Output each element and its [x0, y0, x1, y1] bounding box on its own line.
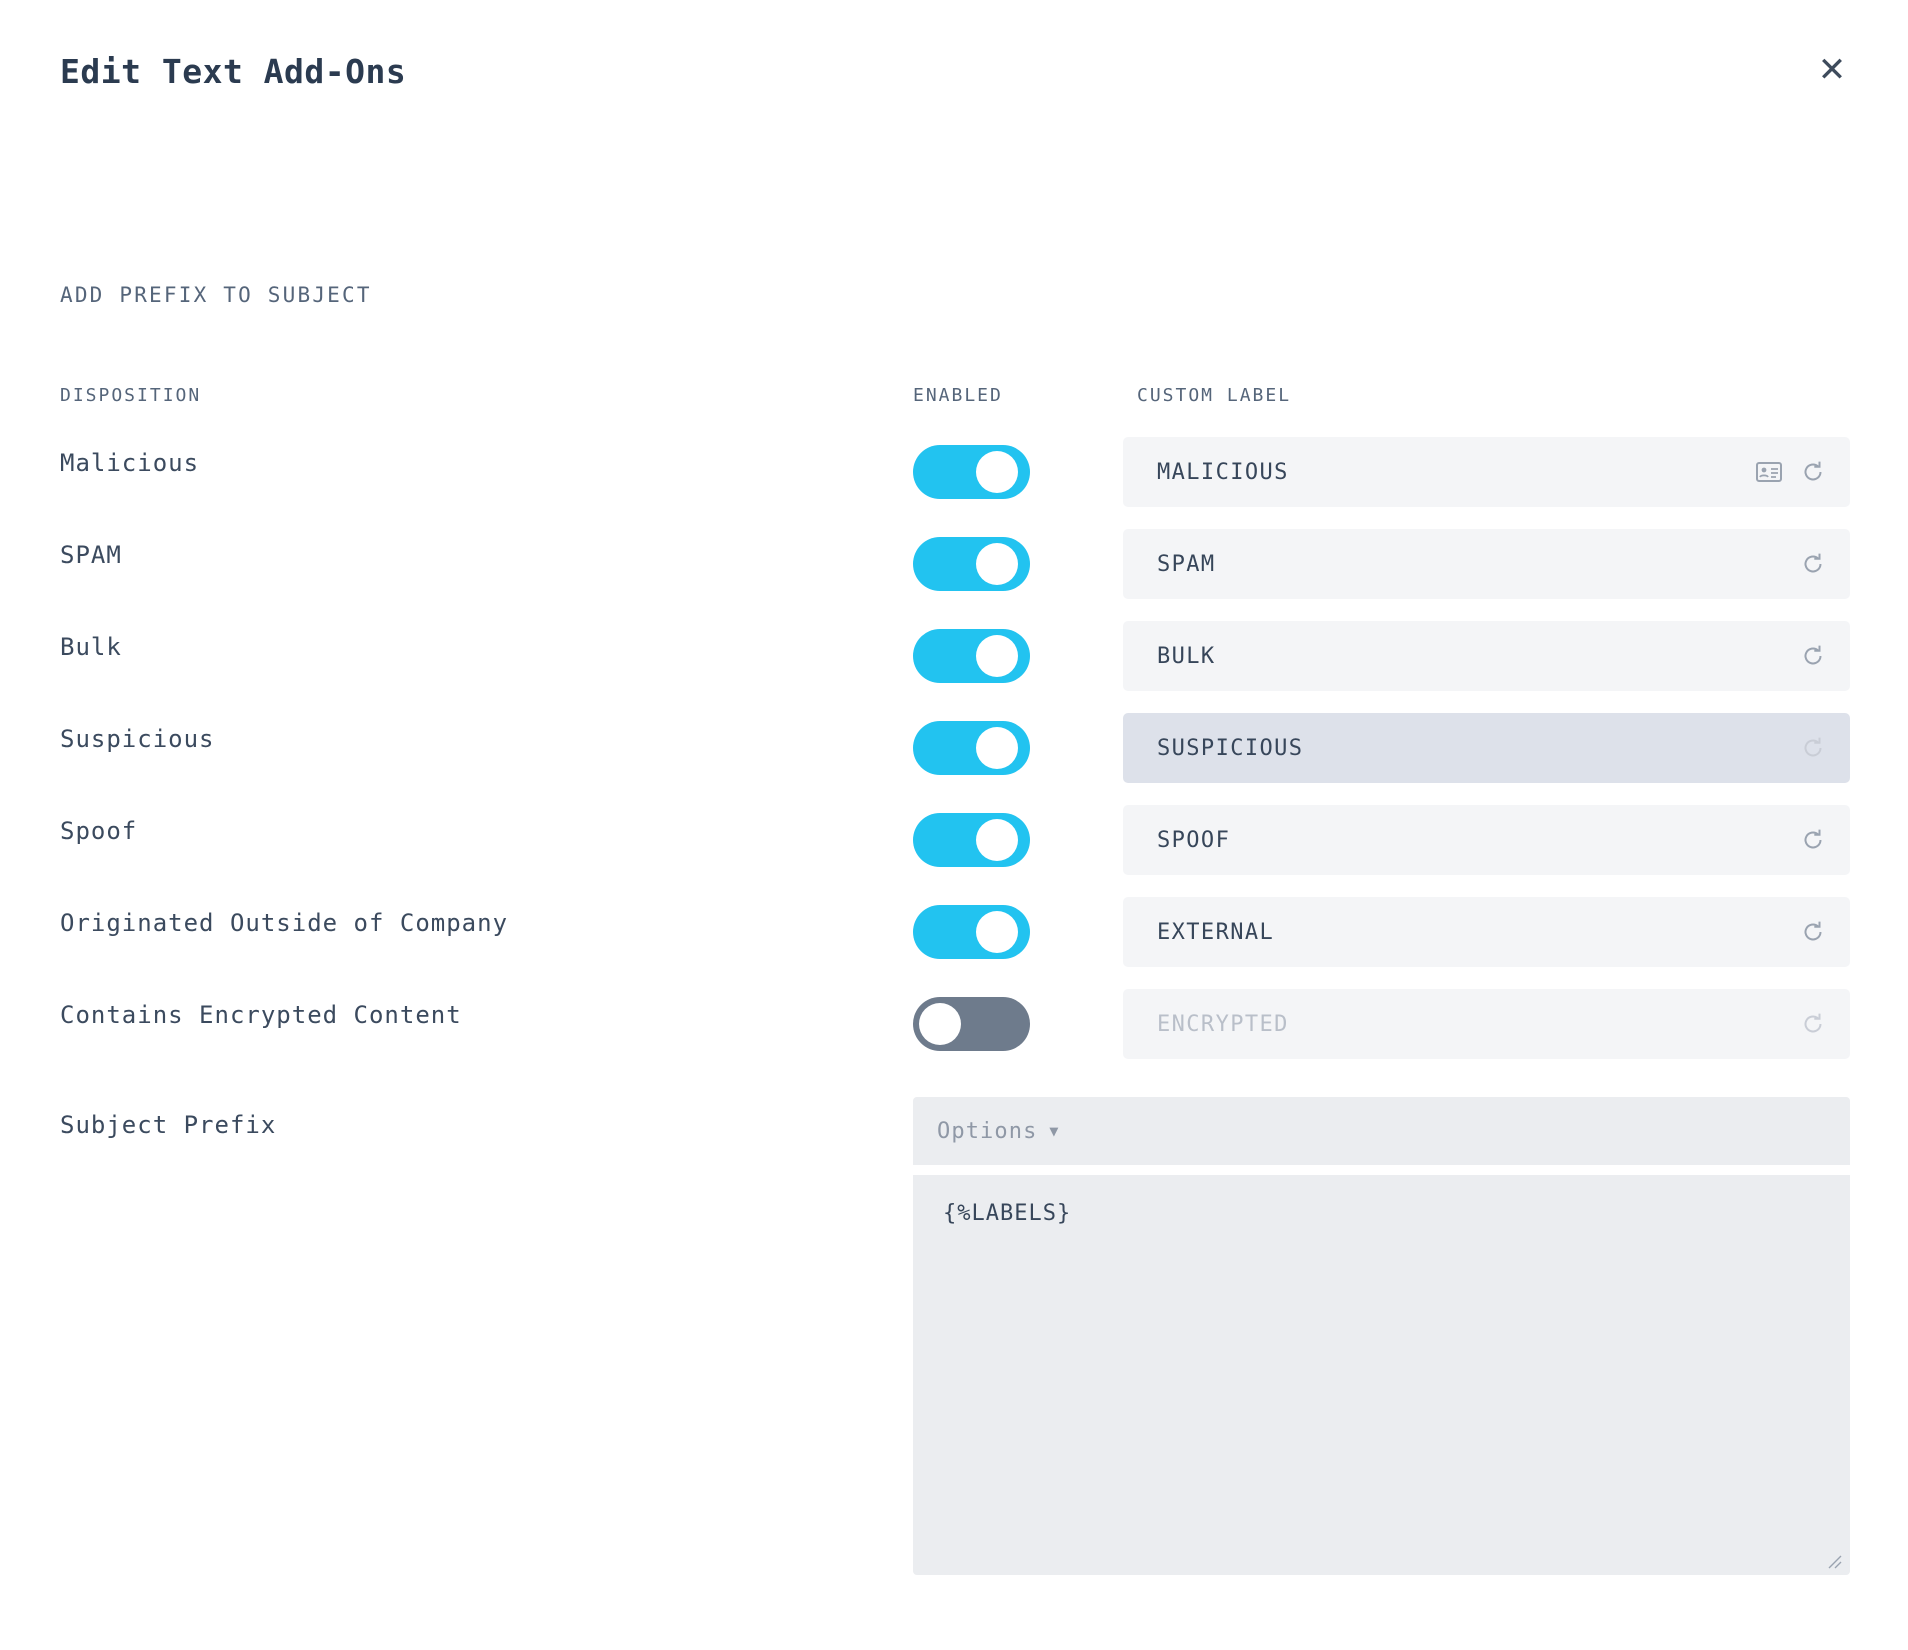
column-header-disposition: DISPOSITION: [60, 385, 202, 406]
table-row: [60, 705, 1850, 797]
field-icon-group: [1798, 917, 1828, 947]
enabled-toggle[interactable]: [913, 905, 1030, 959]
subject-prefix-value: {%LABELS}: [943, 1201, 1072, 1226]
table-row: [60, 797, 1850, 889]
chevron-down-icon: ▼: [1049, 1121, 1060, 1140]
section-label: ADD PREFIX TO SUBJECT: [60, 283, 372, 307]
reset-icon[interactable]: [1798, 641, 1828, 671]
field-icon-group: [1754, 457, 1828, 487]
column-header-enabled: ENABLED: [913, 385, 1003, 406]
reset-icon[interactable]: [1798, 917, 1828, 947]
toggle-knob: [919, 1003, 961, 1045]
options-dropdown-label: Options: [937, 1118, 1038, 1144]
page-title: Edit Text Add-Ons: [60, 52, 407, 91]
toggle-knob: [976, 911, 1018, 953]
table-row: [60, 981, 1850, 1073]
row-label-disposition: Spoof: [60, 817, 138, 845]
field-icon-group: [1798, 1009, 1828, 1039]
resize-handle-icon[interactable]: [1824, 1551, 1842, 1569]
table-row: [60, 521, 1850, 613]
custom-label-input[interactable]: [1123, 437, 1850, 507]
custom-label-value: SPOOF: [1157, 827, 1231, 853]
reset-icon[interactable]: [1798, 457, 1828, 487]
custom-label-value: EXTERNAL: [1157, 919, 1275, 945]
custom-label-value: BULK: [1157, 643, 1216, 669]
subject-prefix-textarea[interactable]: [913, 1175, 1850, 1575]
table-row: [60, 889, 1850, 981]
enabled-toggle[interactable]: [913, 721, 1030, 775]
enabled-toggle[interactable]: [913, 813, 1030, 867]
enabled-toggle[interactable]: [913, 629, 1030, 683]
custom-label-input[interactable]: [1123, 621, 1850, 691]
reset-icon[interactable]: [1798, 825, 1828, 855]
row-label-disposition: Suspicious: [60, 725, 215, 753]
custom-label-input[interactable]: [1123, 897, 1850, 967]
variable-insert-icon[interactable]: [1754, 457, 1784, 487]
dialog-header: [60, 52, 1848, 112]
table-header-row: [60, 385, 1850, 429]
custom-label-input[interactable]: [1123, 529, 1850, 599]
custom-label-input[interactable]: [1123, 805, 1850, 875]
reset-icon[interactable]: [1798, 549, 1828, 579]
toggle-knob: [976, 635, 1018, 677]
field-icon-group: [1798, 549, 1828, 579]
close-icon[interactable]: ✕: [1812, 50, 1852, 90]
custom-label-value: SPAM: [1157, 551, 1216, 577]
custom-label-input[interactable]: [1123, 989, 1850, 1059]
row-label-disposition: Contains Encrypted Content: [60, 1001, 462, 1029]
column-header-custom-label: CUSTOM LABEL: [1137, 385, 1292, 406]
table-row: [60, 429, 1850, 521]
field-icon-group: [1798, 641, 1828, 671]
custom-label-value: SUSPICIOUS: [1157, 735, 1304, 761]
options-dropdown-button[interactable]: [937, 1119, 1060, 1144]
row-label-disposition: Originated Outside of Company: [60, 909, 509, 937]
field-icon-group: [1798, 825, 1828, 855]
disposition-table: [60, 385, 1850, 1167]
custom-label-value: MALICIOUS: [1157, 459, 1289, 485]
row-label-disposition: Malicious: [60, 449, 200, 477]
enabled-toggle[interactable]: [913, 997, 1030, 1051]
toggle-knob: [976, 543, 1018, 585]
row-label-disposition: SPAM: [60, 541, 122, 569]
table-row: [60, 613, 1850, 705]
toggle-knob: [976, 819, 1018, 861]
field-icon-group: [1798, 733, 1828, 763]
enabled-toggle[interactable]: [913, 537, 1030, 591]
subject-prefix-toolbar: [913, 1097, 1850, 1165]
reset-icon[interactable]: [1798, 733, 1828, 763]
toggle-knob: [976, 451, 1018, 493]
subject-prefix-row: [60, 1087, 1850, 1167]
subject-prefix-label: Subject Prefix: [60, 1111, 277, 1139]
toggle-knob: [976, 727, 1018, 769]
row-label-disposition: Bulk: [60, 633, 122, 661]
custom-label-value: ENCRYPTED: [1157, 1011, 1289, 1037]
enabled-toggle[interactable]: [913, 445, 1030, 499]
custom-label-input[interactable]: [1123, 713, 1850, 783]
reset-icon[interactable]: [1798, 1009, 1828, 1039]
